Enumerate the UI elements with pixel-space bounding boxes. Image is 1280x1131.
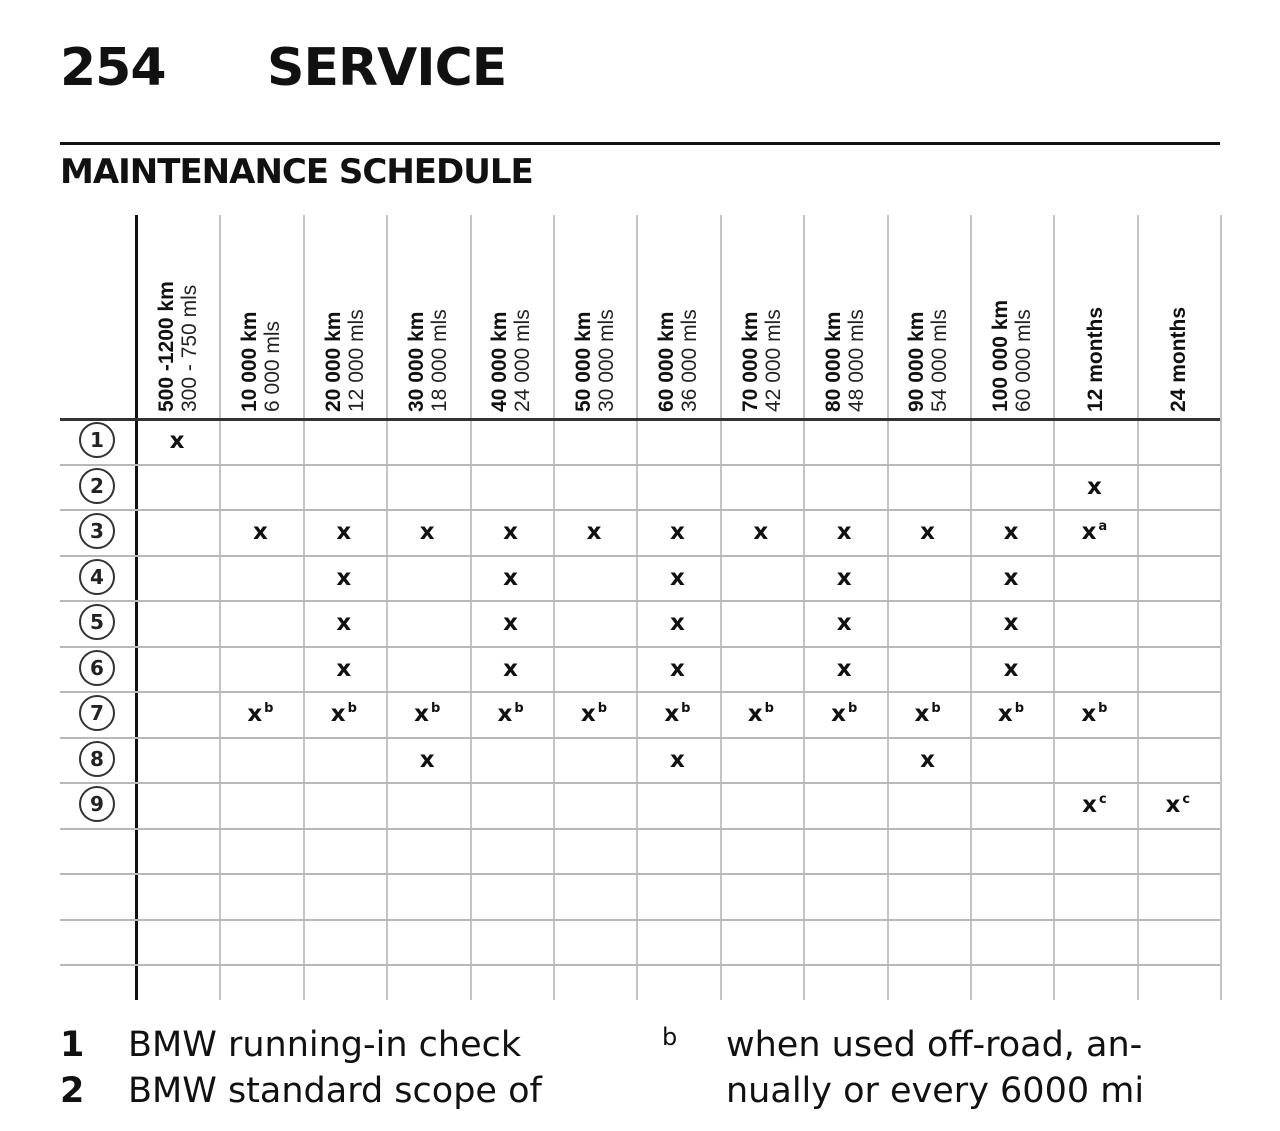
schedule-mark	[1053, 783, 1135, 827]
schedule-mark	[636, 556, 718, 600]
schedule-mark-x: x	[669, 610, 685, 636]
legend-item-text: BMW standard scope of	[128, 1071, 542, 1111]
table-column-divider	[1220, 215, 1222, 1000]
schedule-mark-footnote: b	[347, 700, 357, 716]
schedule-mark-x: x	[669, 746, 685, 773]
table-column-divider	[219, 215, 221, 1000]
schedule-mark-x: x	[664, 701, 680, 727]
schedule-mark	[1053, 465, 1135, 509]
legend-footnote-key: b	[662, 1023, 678, 1051]
column-header-distance: 100 000 km	[988, 299, 1012, 412]
schedule-mark-x: x	[836, 655, 852, 682]
schedule-mark	[636, 738, 718, 782]
schedule-mark	[803, 601, 885, 645]
schedule-mark-footnote: b	[931, 700, 941, 716]
schedule-mark	[303, 556, 385, 600]
schedule-mark-x: x	[669, 655, 685, 682]
schedule-mark-footnote: b	[681, 700, 691, 716]
table-column-divider	[720, 215, 722, 1000]
schedule-mark-x: x	[503, 655, 519, 682]
column-header-miles: 12 000 mls	[344, 309, 368, 412]
schedule-mark-footnote: c	[1098, 791, 1107, 807]
schedule-mark	[636, 601, 718, 645]
schedule-mark-x: x	[920, 746, 936, 773]
column-header-miles: 54 000 mls	[928, 309, 952, 412]
schedule-mark-x: x	[1003, 610, 1019, 636]
schedule-mark-x: x	[497, 701, 513, 727]
schedule-mark-x: x	[1082, 792, 1097, 818]
schedule-mark-x: x	[747, 701, 763, 727]
schedule-mark	[636, 510, 718, 554]
schedule-mark-x: x	[997, 701, 1013, 727]
schedule-mark-x: x	[920, 519, 936, 545]
schedule-mark-x: x	[330, 701, 346, 727]
schedule-mark-x: x	[836, 564, 852, 591]
column-header-distance: 40 000 km	[488, 311, 512, 412]
column-header-miles: 6 000 mls	[261, 320, 285, 412]
legend-items	[60, 1022, 620, 1114]
schedule-mark-x: x	[1081, 519, 1097, 545]
column-header-distance: 500 -1200 km	[154, 281, 178, 412]
table-row-divider	[60, 828, 1220, 830]
schedule-mark-x: x	[914, 701, 930, 727]
schedule-mark-footnote: c	[1182, 791, 1191, 807]
schedule-mark	[803, 692, 885, 736]
column-header-miles: 300 - 750 mls	[177, 284, 201, 412]
column-header-text	[405, 309, 451, 412]
schedule-mark-x: x	[336, 564, 352, 591]
schedule-mark-footnote: b	[430, 700, 441, 716]
table-row-divider	[60, 919, 1220, 921]
schedule-mark	[970, 647, 1052, 691]
row-number-circle: 5	[79, 604, 115, 640]
schedule-mark-footnote: b	[514, 700, 524, 716]
schedule-mark-x: x	[169, 428, 185, 454]
column-header-miles: 18 000 mls	[427, 309, 451, 412]
schedule-mark	[636, 647, 718, 691]
schedule-mark	[803, 647, 885, 691]
column-header-distance: 30 000 km	[404, 311, 428, 412]
schedule-mark-x: x	[836, 519, 852, 545]
column-header-text	[905, 309, 951, 412]
column-header-text	[238, 312, 284, 412]
schedule-mark-x: x	[1086, 473, 1102, 500]
column-header-text	[322, 309, 368, 412]
column-header-miles: 36 000 mls	[678, 309, 702, 412]
schedule-mark-x: x	[336, 655, 352, 682]
legend-notes	[662, 1022, 1262, 1114]
column-header-distance: 60 000 km	[655, 311, 679, 412]
schedule-mark	[303, 510, 385, 554]
schedule-mark-x: x	[503, 519, 519, 545]
schedule-mark	[470, 601, 552, 645]
row-number-circle: 6	[79, 650, 115, 686]
schedule-mark-footnote: b	[847, 700, 858, 716]
column-header-text	[989, 300, 1035, 412]
column-header-text	[1084, 307, 1107, 412]
table-column-divider	[1053, 215, 1055, 1000]
row-number-circle: 7	[79, 695, 115, 731]
schedule-mark-x: x	[586, 519, 602, 545]
legend-item-text: BMW running-in check	[128, 1025, 522, 1065]
legend-item-number: 1	[60, 1025, 85, 1065]
row-number-circle: 1	[79, 422, 115, 458]
schedule-mark-x: x	[1003, 519, 1019, 545]
schedule-mark	[219, 692, 301, 736]
legend-footnote-line: when used off-road, an-	[726, 1025, 1143, 1065]
schedule-mark	[887, 738, 969, 782]
schedule-mark	[470, 556, 552, 600]
legend-footnote-body	[726, 1022, 1144, 1114]
schedule-mark-footnote: b	[1014, 700, 1025, 716]
page-heading: SERVICE	[267, 38, 507, 98]
schedule-mark-footnote: b	[597, 700, 608, 716]
column-header-text	[155, 281, 201, 412]
row-number-circle: 4	[79, 559, 115, 595]
schedule-mark	[553, 692, 635, 736]
column-header-miles: 42 000 mls	[761, 309, 785, 412]
schedule-mark	[970, 601, 1052, 645]
schedule-mark-x: x	[247, 701, 263, 727]
column-header-text	[572, 309, 618, 412]
column-header-text	[655, 309, 701, 412]
table-main-vertical-rule	[135, 215, 138, 1000]
section-title: MAINTENANCE SCHEDULE	[60, 152, 533, 192]
schedule-mark	[303, 647, 385, 691]
column-header-distance: 12 months	[1083, 306, 1107, 412]
schedule-mark-x: x	[252, 519, 268, 545]
schedule-mark-x: x	[419, 519, 435, 545]
schedule-mark-x: x	[831, 701, 846, 727]
schedule-mark	[386, 510, 468, 554]
schedule-mark	[636, 692, 718, 736]
schedule-mark-x: x	[669, 564, 685, 591]
schedule-mark	[136, 419, 218, 463]
schedule-mark-x: x	[336, 519, 352, 545]
legend-item	[60, 1022, 620, 1068]
column-header-miles: 30 000 mls	[594, 309, 618, 412]
schedule-mark-x: x	[1165, 792, 1181, 818]
schedule-mark	[887, 510, 969, 554]
column-header-miles: 60 000 mls	[1011, 309, 1035, 412]
column-header-miles: 48 000 mls	[844, 309, 868, 412]
schedule-mark-footnote: b	[1098, 700, 1108, 716]
schedule-mark	[803, 510, 885, 554]
column-header-distance: 70 000 km	[738, 311, 762, 412]
schedule-mark	[970, 692, 1052, 736]
column-header-distance: 50 000 km	[571, 311, 595, 412]
table-column-divider	[386, 215, 388, 1000]
schedule-mark-x: x	[336, 610, 352, 636]
schedule-mark-x: x	[414, 701, 429, 727]
column-header-distance: 10 000 km	[238, 311, 262, 412]
schedule-mark	[219, 510, 301, 554]
schedule-mark-x: x	[753, 519, 769, 545]
schedule-mark	[303, 601, 385, 645]
column-header-text	[739, 309, 785, 412]
schedule-mark	[470, 647, 552, 691]
schedule-mark-x: x	[836, 610, 852, 636]
schedule-mark	[720, 510, 802, 554]
schedule-mark	[470, 510, 552, 554]
column-header-text	[822, 309, 868, 412]
schedule-mark-x: x	[669, 519, 685, 545]
column-header-miles: 24 000 mls	[511, 309, 535, 412]
schedule-mark-x: x	[580, 701, 596, 727]
table-row-divider	[60, 964, 1220, 966]
schedule-mark	[386, 738, 468, 782]
schedule-mark	[553, 510, 635, 554]
row-number-circle: 2	[79, 468, 115, 504]
schedule-mark-x: x	[1003, 564, 1019, 591]
schedule-mark-x: x	[1081, 701, 1097, 727]
schedule-mark	[470, 692, 552, 736]
column-header-distance: 20 000 km	[321, 311, 345, 412]
schedule-mark-x: x	[1003, 655, 1019, 682]
row-number-circle: 9	[79, 786, 115, 822]
table-row-divider	[60, 782, 1220, 784]
legend-footnote	[662, 1022, 1262, 1114]
schedule-mark-footnote: a	[1098, 518, 1108, 534]
legend-item	[60, 1068, 620, 1114]
schedule-mark	[1137, 783, 1219, 827]
schedule-mark	[386, 692, 468, 736]
schedule-mark-x: x	[503, 610, 519, 636]
legend-footnote-line: nually or every 6000 mi	[726, 1071, 1145, 1111]
schedule-mark-x: x	[503, 564, 519, 591]
row-number-circle: 8	[79, 741, 115, 777]
schedule-mark	[1053, 692, 1135, 736]
schedule-mark	[303, 692, 385, 736]
column-header-text	[1167, 307, 1190, 412]
row-number-circle: 3	[79, 513, 115, 549]
column-header-distance: 24 months	[1167, 306, 1190, 412]
schedule-mark-x: x	[419, 746, 435, 773]
table-row-divider	[60, 464, 1220, 466]
schedule-mark	[887, 692, 969, 736]
schedule-mark	[720, 692, 802, 736]
schedule-mark-footnote: b	[264, 700, 274, 716]
table-column-divider	[1137, 215, 1139, 1000]
column-header-text	[488, 309, 534, 412]
table-column-divider	[553, 215, 555, 1000]
schedule-mark	[803, 556, 885, 600]
schedule-mark-footnote: b	[764, 700, 774, 716]
page-number: 254	[60, 38, 166, 98]
table-header-rule	[60, 418, 1220, 421]
table-row-divider	[60, 873, 1220, 875]
schedule-mark	[970, 556, 1052, 600]
legend-item-number: 2	[60, 1071, 85, 1111]
column-header-distance: 80 000 km	[821, 311, 845, 412]
table-column-divider	[887, 215, 889, 1000]
schedule-mark	[1053, 510, 1135, 554]
schedule-mark	[970, 510, 1052, 554]
column-header-distance: 90 000 km	[905, 311, 929, 412]
